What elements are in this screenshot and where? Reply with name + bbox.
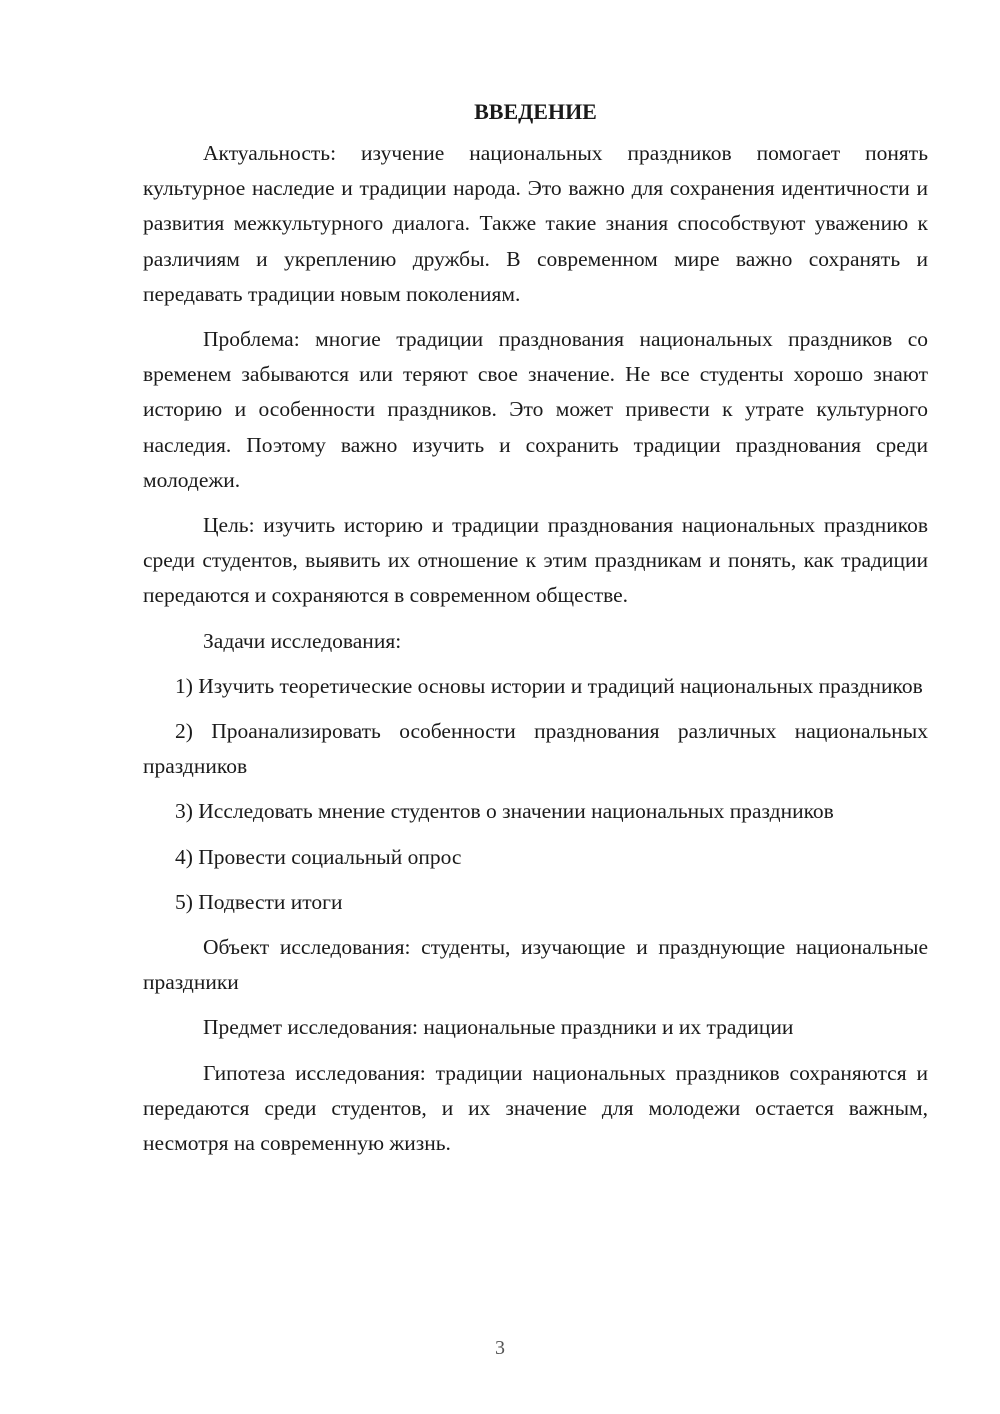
task-item-1: 1) Изучить теоретические основы истории и традиций национальных праздников [175,673,923,698]
task-item-3: 3) Исследовать мнение студентов о значении национальных праздников [175,799,834,824]
paragraph-goal: Цель: изучить историю и традиции празднования национальных праздников среди студентов, выявить их отношение к этим праздникам и понять, как традиции передаются и сохраняются в современном обществе. [143,513,928,608]
document-body [143,94,928,1171]
page-number: 3 [495,1337,505,1359]
section-title: ВВЕДЕНИЕ [474,99,597,124]
paragraph-relevance: Актуальность: изучение национальных праздников помогает понять культурное наследие и традиции народа. Это важно для сохранения идентичности и развития межкультурного диалога. Также такие знания способствуют уважению к различиям и укреплению дружбы. В современном мире важно сохранять и передавать традиции новым поколениям. [143,141,928,306]
task-item-5: 5) Подвести итоги [175,889,343,914]
paragraph-problem: Проблема: многие традиции празднования национальных праздников со временем забываются или теряют свое значение. Не все студенты хорошо знают историю и особенности праздников. Это может привести к утрате культурного наследия. Поэтому важно изучить и сохранить традиции празднования среди молодежи. [143,327,928,492]
paragraph-hypothesis: Гипотеза исследования: традиции национальных праздников сохраняются и передаются среди студентов, и их значение для молодежи остается важным, несмотря на современную жизнь. [143,1060,928,1156]
paragraph-subject: Предмет исследования: национальные праздники и их традиции [203,1015,794,1040]
task-item-4: 4) Провести социальный опрос [175,844,462,869]
task-item-2: 2) Проанализировать особенности празднования различных национальных праздников [143,719,928,779]
paragraph-object: Объект исследования: студенты, изучающие и празднующие национальные праздники [143,935,928,995]
tasks-heading: Задачи исследования: [203,628,402,653]
